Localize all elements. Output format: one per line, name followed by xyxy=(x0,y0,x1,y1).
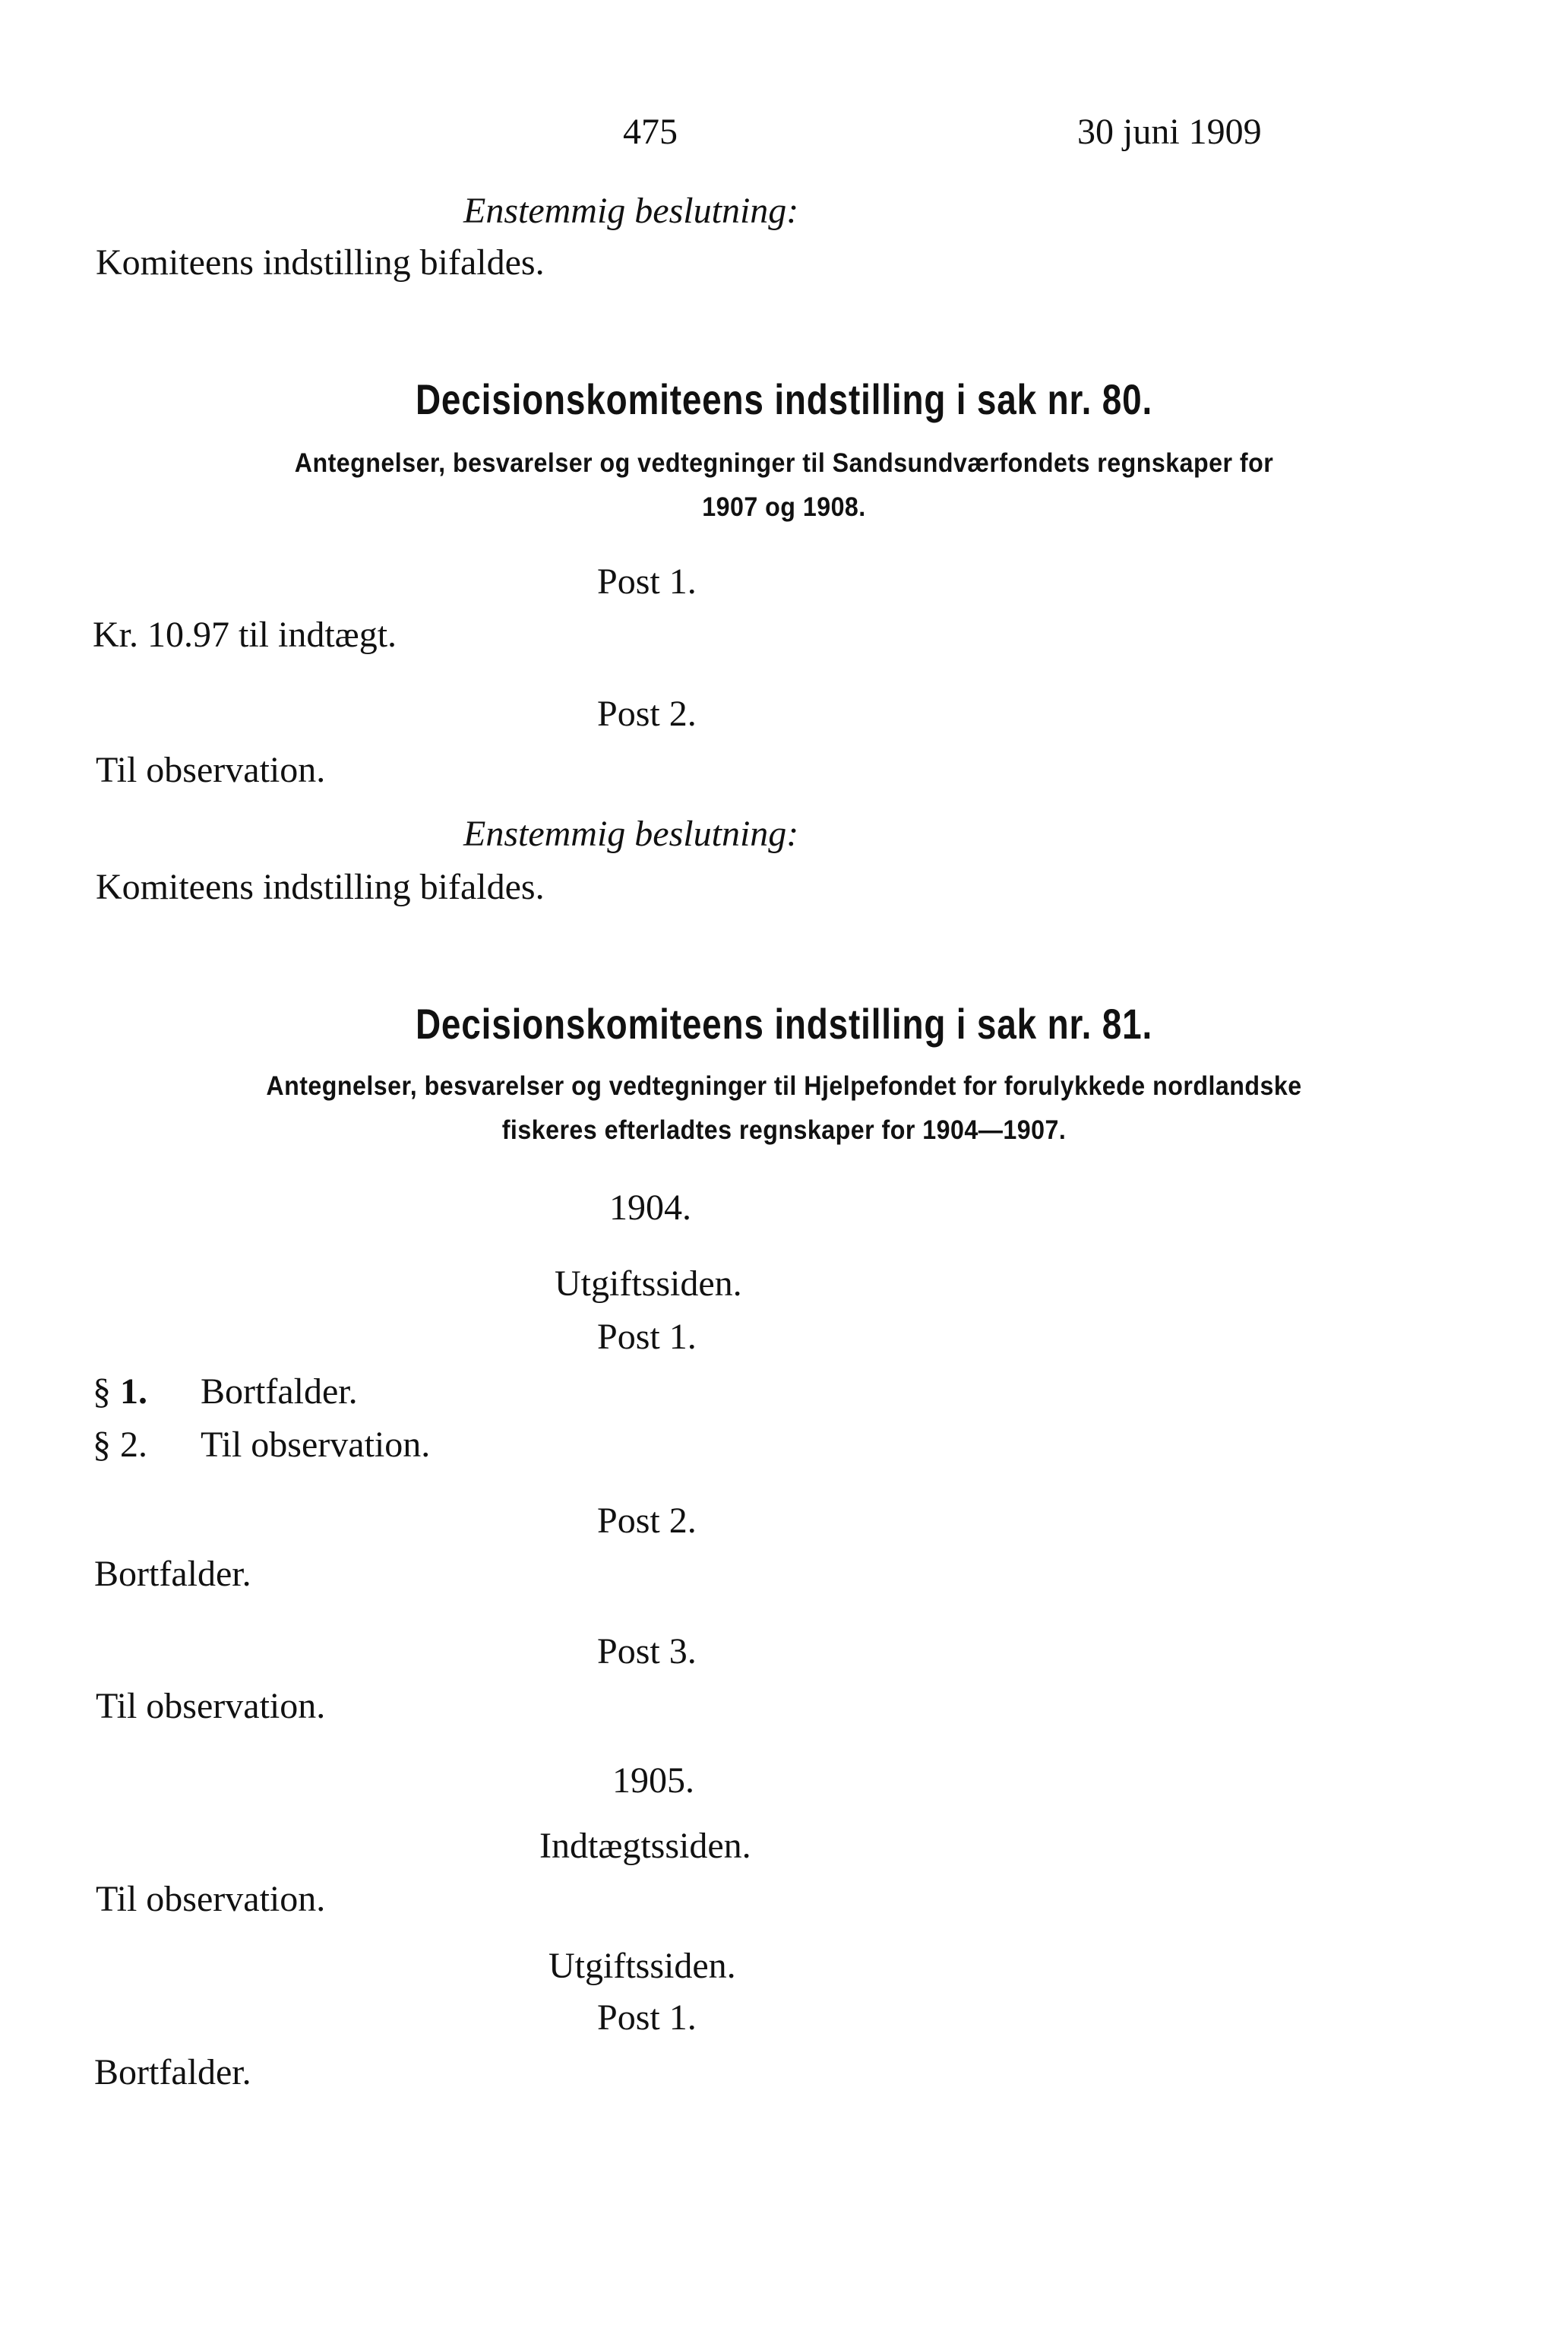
sak81-post2-1904: Post 2. xyxy=(597,1501,697,1541)
sak81-post3-1904-text: Til observation. xyxy=(96,1686,326,1726)
sak81-utgift-1905: Utgiftssiden. xyxy=(548,1946,736,1986)
para2-number: 2. xyxy=(120,1425,147,1465)
sak80-post1-heading: Post 1. xyxy=(597,561,697,602)
sak81-indtaegt-1905: Indtægtssiden. xyxy=(539,1826,751,1866)
para1-number: 1. xyxy=(120,1371,147,1412)
page-number: 475 xyxy=(623,112,678,152)
sak81-title: Decisionskomiteens indstilling i sak nr. 81. xyxy=(415,1000,1153,1048)
sak81-year-1905: 1905. xyxy=(612,1760,694,1801)
sak81-utgift-1904: Utgiftssiden. xyxy=(555,1263,742,1304)
sak80-subtitle-line2: 1907 og 1908. xyxy=(702,492,866,522)
sak81-post2-1904-text: Bortfalder. xyxy=(94,1554,251,1594)
sak81-year-1904: 1904. xyxy=(609,1188,691,1228)
sak81-subtitle-line2: fiskeres efterladtes regnskaper for 1904—1907. xyxy=(501,1115,1067,1145)
sak81-para2 xyxy=(93,1427,147,1463)
sak81-para2-text: Til observation. xyxy=(201,1425,431,1465)
sak80-subtitle-line1: Antegnelser, besvarelser og vedtegninger til Sandsundværfondets regnskaper for xyxy=(294,448,1274,478)
sak81-post3-1904: Post 3. xyxy=(597,1631,697,1671)
section-sign-2: § xyxy=(93,1425,111,1465)
section-sign-1: § xyxy=(93,1371,111,1412)
sak80-title: Decisionskomiteens indstilling i sak nr. 80. xyxy=(415,375,1153,423)
sak81-post1-1905-text: Bortfalder. xyxy=(94,2052,251,2092)
sak81-para1 xyxy=(93,1371,147,1412)
sak80-decision-label: Enstemmig beslutning: xyxy=(463,814,799,854)
sak81-post1-1904: Post 1. xyxy=(597,1317,697,1357)
decision-label-top: Enstemmig beslutning: xyxy=(463,191,799,231)
decision-text-top: Komiteens indstilling bifaldes. xyxy=(96,242,545,283)
sak81-post1-1905: Post 1. xyxy=(597,1997,697,2038)
sak81-indtaegt-1905-text: Til observation. xyxy=(96,1879,326,1919)
sak80-decision-text: Komiteens indstilling bifaldes. xyxy=(96,867,545,907)
page-date: 30 juni 1909 xyxy=(1077,112,1262,152)
sak81-para1-text: Bortfalder. xyxy=(201,1371,358,1412)
sak81-subtitle-line1: Antegnelser, besvarelser og vedtegninger til Hjelpefondet for forulykkede nordlandske xyxy=(266,1071,1302,1101)
sak80-post2-heading: Post 2. xyxy=(597,694,697,734)
sak80-post2-text: Til observation. xyxy=(96,750,326,790)
sak80-post1-text: Kr. 10.97 til indtægt. xyxy=(93,615,397,655)
